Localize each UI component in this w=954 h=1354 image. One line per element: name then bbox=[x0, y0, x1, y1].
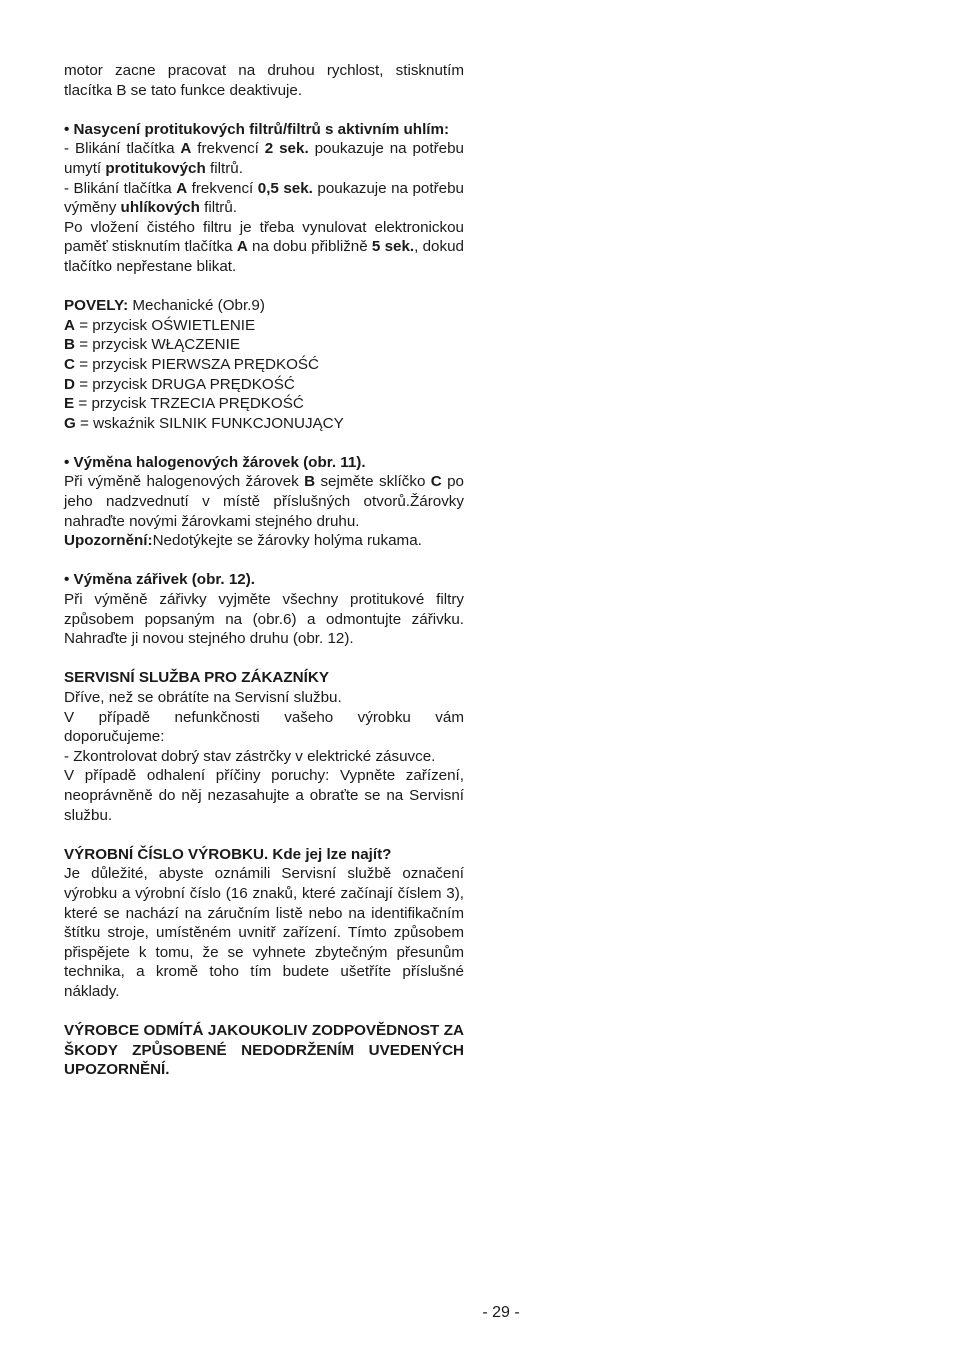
fluorescent-heading: • Výměna zářivek (obr. 12). bbox=[64, 571, 256, 589]
command-item: E = przycisk TRZECIA PRĘDKOŚĆ bbox=[64, 395, 304, 413]
command-item: G = wskaźnik SILNIK FUNKCJONUJĄCY bbox=[64, 414, 344, 432]
page-number-container bbox=[0, 1303, 954, 1323]
command-item: B = przycisk WŁĄCZENIE bbox=[64, 336, 240, 354]
intro-paragraph: motor zacne pracovat na druhou rychlost, stisknutím tlacítka B se tato funkce deaktivuje. bbox=[64, 62, 464, 99]
filters-paragraph-1: - Blikání tlačítka A frekvencí 2 sek. poukazuje na potřebu umytí protitukových filtrů. bbox=[64, 140, 464, 177]
command-item: A = przycisk OŚWIETLENIE bbox=[64, 316, 256, 334]
fluorescent-paragraph: Při výměně zářivky vyjměte všechny protitukové filtry způsobem popsaným na (obr.6) a odmontujte zářivku. Nahraďte ji novou stejného druhu (obr. 12). bbox=[64, 591, 464, 648]
service-line-2: V případě nefunkčnosti vašeho výrobku vám doporučujeme: bbox=[64, 708, 464, 746]
service-line-3: - Zkontrolovat dobrý stav zástrčky v elektrické zásuvce. bbox=[64, 747, 436, 765]
command-item: C = przycisk PIERWSZA PRĘDKOŚĆ bbox=[64, 355, 320, 373]
text-column bbox=[64, 61, 464, 1080]
service-line-4: V případě odhalení příčiny poruchy: Vypněte zařízení, neoprávněně do něj nezasahujte a obraťte se na Servisní službu. bbox=[64, 767, 464, 824]
serial-paragraph: Je důležité, abyste oznámili Servisní službě označení výrobku a výrobní číslo (16 znaků, které začínají číslem 3), které se nachází na záručním listě nebo na identifikačním štítku stroje, umístěném uvnitř zařízení. Tímto způsobem přispějete k tomu, že se vyhnete zbytečným přesunům technika, a kromě toho tím budete ušetříte příslušné náklady. bbox=[64, 865, 464, 1000]
disclaimer: VÝROBCE ODMÍTÁ JAKOUKOLIV ZODPOVĚDNOST ZA ŠKODY ZPŮSOBENÉ NEDODRŽENÍM UVEDENÝCH UPOZORNĚNÍ. bbox=[64, 1022, 464, 1079]
commands-title: POVELY: Mechanické (Obr.9) bbox=[64, 297, 265, 315]
filters-paragraph-3: Po vložení čistého filtru je třeba vynulovat elektronickou paměť stisknutím tlačítka A na dobu přibližně 5 sek., dokud tlačítko nepřestane blikat. bbox=[64, 218, 464, 275]
filters-heading: • Nasycení protitukových filtrů/filtrů s aktivním uhlím: bbox=[64, 120, 450, 138]
command-item: D = przycisk DRUGA PRĘDKOŚĆ bbox=[64, 375, 295, 393]
page-number: - 29 - bbox=[482, 1304, 520, 1321]
serial-heading: VÝROBNÍ ČÍSLO VÝROBKU. Kde jej lze najít? bbox=[64, 845, 392, 863]
halogen-warning: Upozornění:Nedotýkejte se žárovky holýma rukama. bbox=[64, 532, 422, 550]
service-line-1: Dříve, než se obrátíte na Servisní službu. bbox=[64, 689, 342, 706]
halogen-paragraph: Při výměně halogenových žárovek B sejměte sklíčko C po jeho nadzvednutí v místě příslušných otvorů.Žárovky nahraďte novými žárovkami stejného druhu. bbox=[64, 473, 464, 530]
service-heading: SERVISNÍ SLUŽBA PRO ZÁKAZNÍKY bbox=[64, 669, 329, 687]
halogen-heading: • Výměna halogenových žárovek (obr. 11). bbox=[64, 453, 366, 471]
filters-paragraph-2: - Blikání tlačítka A frekvencí 0,5 sek. poukazuje na potřebu výměny uhlíkových filtrů. bbox=[64, 179, 464, 217]
